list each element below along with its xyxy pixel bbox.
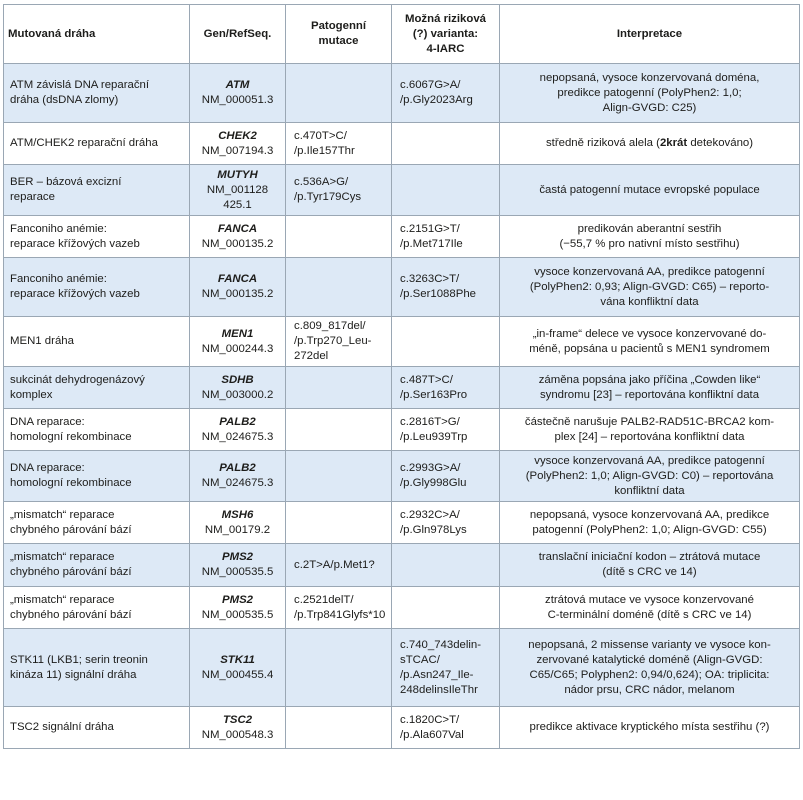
cell-interpretation: [500, 502, 800, 544]
interpretation-text: translační iniciační kodon – ztrátová mutace (dítě s CRC ve 14): [538, 551, 761, 578]
interpretation-text: částečně narušuje PALB2-RAD51C-BRCA2 kom- plex [24] – reportována konfliktní data: [524, 415, 775, 443]
cell-pathogenic: c.2T>A/p.Met1?: [286, 544, 392, 587]
cell-variant: c.2151G>T/ /p.Met717Ile: [392, 216, 500, 258]
cell-gene: [190, 587, 286, 629]
cell-gene: [190, 216, 286, 258]
interpretation-text: středně riziková alela (: [545, 137, 660, 149]
cell-pathway: BER – bázová excizní reparace: [4, 165, 190, 216]
gene-name: FANCA: [217, 273, 258, 285]
cell-variant: c.2993G>A/ /p.Gly998Glu: [392, 451, 500, 502]
cell-pathogenic: c.2521delT/ /p.Trp841Glyfs*10: [286, 587, 392, 629]
header-gene: Gen/RefSeq.: [190, 5, 286, 64]
refseq-id: NM_000135.2: [201, 288, 274, 300]
gene-name: PALB2: [219, 415, 256, 428]
refseq-id: NM_000244.3: [201, 342, 274, 355]
cell-pathway: TSC2 signální dráha: [4, 707, 190, 749]
cell-variant: c.3263C>T/ /p.Ser1088Phe: [392, 258, 500, 317]
refseq-id: NM_024675.3: [201, 477, 274, 489]
refseq-id: NM_000135.2: [201, 237, 274, 250]
cell-interpretation: [500, 64, 800, 123]
gene-name: ATM: [225, 79, 250, 91]
cell-interpretation: [500, 216, 800, 258]
interpretation-text: častá patogenní mutace evropské populace: [539, 183, 760, 196]
cell-gene: [190, 707, 286, 749]
cell-interpretation: [500, 123, 800, 165]
cell-pathogenic: [286, 64, 392, 123]
table-row: [4, 409, 800, 451]
cell-gene: [190, 258, 286, 317]
table-row: [4, 317, 800, 367]
refseq-id: NM_000535.5: [201, 608, 274, 621]
cell-gene: [190, 165, 286, 216]
cell-gene: [190, 502, 286, 544]
gene-name: SDHB: [221, 373, 254, 386]
table-row: [4, 629, 800, 707]
cell-variant: c.740_743delin- sTCAC/ /p.Asn247_Ile- 248delinsIleThr: [392, 629, 500, 707]
interpretation-text: „in-frame“ delece ve vysoce konzervované do- méně, popsána u pacientů s MEN1 syndromem: [529, 327, 770, 355]
cell-gene: [190, 367, 286, 409]
cell-pathogenic: [286, 502, 392, 544]
cell-gene: [190, 544, 286, 587]
table-row: [4, 123, 800, 165]
interpretation-text: nepopsaná, vysoce konzervovaná AA, predikce patogenní (PolyPhen2: 1,0; Align-GVGD: C55): [529, 508, 770, 536]
header-variant: Možná riziková (?) varianta: 4-IARC: [392, 5, 500, 64]
interpretation-text: ztrátová mutace ve vysoce konzervované C-terminální doméně (dítě s CRC ve 14): [545, 593, 754, 621]
cell-variant: c.487T>C/ /p.Ser163Pro: [392, 367, 500, 409]
interpretation-text: vysoce konzervovaná AA, predikce patogenní (PolyPhen2: 1,0; Align-GVGD: C0) – reportována konfliktní data: [525, 454, 774, 497]
cell-pathogenic: [286, 258, 392, 317]
header-interpretation: Interpretace: [500, 5, 800, 64]
refseq-id: NM_003000.2: [201, 388, 274, 401]
gene-name: FANCA: [217, 222, 258, 235]
interpretation-text: nepopsaná, 2 missense varianty ve vysoce kon- zervované katalytické doméně (Align-GVGD: C65/C65; Polyphen2: 0,94/0,624); OA: triplicita: nádor prsu, CRC nádor, melanom: [528, 638, 771, 696]
table-row: [4, 707, 800, 749]
cell-pathway: „mismatch“ reparace chybného párování bází: [4, 587, 190, 629]
table-row: [4, 216, 800, 258]
cell-interpretation: [500, 367, 800, 409]
refseq-id: NM_00179.2: [204, 523, 271, 536]
interpretation-text: predikce aktivace kryptického místa sestřihu (?): [529, 721, 770, 733]
cell-pathway: Fanconiho anémie: reparace křížových vazeb: [4, 258, 190, 317]
cell-interpretation: [500, 409, 800, 451]
cell-variant: [392, 587, 500, 629]
cell-gene: [190, 451, 286, 502]
header-pathogenic-label: Patogenní mutace: [310, 20, 367, 47]
cell-pathogenic: c.470T>C/ /p.Ile157Thr: [286, 123, 392, 165]
gene-name: PMS2: [221, 593, 254, 606]
table-row: [4, 64, 800, 123]
interpretation-text: vysoce konzervovaná AA, predikce patogenní (PolyPhen2: 0,93; Align-GVGD: C65) – reporto- vána konfliktní data: [529, 265, 770, 308]
header-pathway: Mutovaná dráha: [4, 5, 190, 64]
gene-name: MSH6: [221, 508, 254, 521]
gene-name: MEN1: [221, 327, 254, 340]
cell-pathogenic: [286, 707, 392, 749]
table-header-row: [4, 5, 800, 64]
cell-pathogenic: [286, 367, 392, 409]
cell-variant: [392, 123, 500, 165]
table-row: [4, 165, 800, 216]
refseq-id: NM_000535.5: [201, 566, 274, 578]
interpretation-text: predikován aberantní sestřih (−55,7 % pro nativní místo sestřihu): [559, 222, 740, 250]
refseq-id: NM_000548.3: [201, 728, 274, 741]
interpretation-text-end: detekováno): [687, 137, 754, 149]
gene-name: STK11: [220, 653, 255, 666]
cell-gene: [190, 123, 286, 165]
gene-name: MUTYH: [217, 168, 258, 181]
cell-variant: [392, 165, 500, 216]
cell-pathway: „mismatch“ reparace chybného párování bází: [4, 502, 190, 544]
table-row: [4, 544, 800, 587]
table-row: [4, 587, 800, 629]
cell-gene: [190, 64, 286, 123]
cell-interpretation: [500, 629, 800, 707]
gene-name: CHEK2: [218, 129, 257, 142]
cell-interpretation: [500, 451, 800, 502]
refseq-id: NM_000455.4: [201, 668, 274, 681]
cell-pathway: DNA reparace: homologní rekombinace: [4, 409, 190, 451]
cell-variant: [392, 544, 500, 587]
cell-pathogenic: [286, 629, 392, 707]
cell-pathway: DNA reparace: homologní rekombinace: [4, 451, 190, 502]
cell-pathogenic: c.809_817del/ /p.Trp270_Leu- 272del: [286, 317, 392, 367]
cell-pathway: ATM/CHEK2 reparační dráha: [4, 123, 190, 165]
cell-pathway: „mismatch“ reparace chybného párování bází: [4, 544, 190, 587]
interpretation-bold: 2krát: [659, 137, 688, 149]
cell-gene: [190, 409, 286, 451]
cell-interpretation: [500, 165, 800, 216]
cell-interpretation: [500, 258, 800, 317]
cell-pathway: Fanconiho anémie: reparace křížových vazeb: [4, 216, 190, 258]
cell-variant: c.6067G>A/ /p.Gly2023Arg: [392, 64, 500, 123]
cell-gene: [190, 317, 286, 367]
gene-name: PALB2: [219, 462, 256, 474]
mutation-table: [3, 4, 800, 749]
cell-pathogenic: [286, 409, 392, 451]
refseq-id: NM_000051.3: [201, 94, 274, 106]
cell-pathway: MEN1 dráha: [4, 317, 190, 367]
cell-interpretation: [500, 587, 800, 629]
cell-interpretation: [500, 707, 800, 749]
cell-variant: c.1820C>T/ /p.Ala607Val: [392, 707, 500, 749]
table-row: [4, 502, 800, 544]
cell-pathogenic: [286, 216, 392, 258]
refseq-id: NM_007194.3: [201, 144, 274, 157]
cell-pathogenic: c.536A>G/ /p.Tyr179Cys: [286, 165, 392, 216]
cell-variant: c.2932C>A/ /p.Gln978Lys: [392, 502, 500, 544]
gene-name: TSC2: [222, 713, 253, 726]
refseq-id: NM_001128 425.1: [206, 183, 269, 211]
table-row: [4, 367, 800, 409]
cell-interpretation: [500, 317, 800, 367]
cell-variant: [392, 317, 500, 367]
table-row: [4, 451, 800, 502]
cell-interpretation: [500, 544, 800, 587]
header-pathogenic: [286, 5, 392, 64]
cell-variant: c.2816T>G/ /p.Leu939Trp: [392, 409, 500, 451]
cell-pathway: STK11 (LKB1; serin treonin kináza 11) signální dráha: [4, 629, 190, 707]
table-row: [4, 258, 800, 317]
interpretation-text: nepopsaná, vysoce konzervovaná doména, predikce patogenní (PolyPhen2: 1,0; Align-GVGD: C25): [539, 71, 760, 114]
refseq-id: NM_024675.3: [201, 430, 274, 443]
cell-pathogenic: [286, 451, 392, 502]
cell-gene: [190, 629, 286, 707]
cell-pathway: sukcinát dehydrogenázový komplex: [4, 367, 190, 409]
gene-name: PMS2: [221, 551, 254, 563]
interpretation-text: záměna popsána jako příčina „Cowden like“ syndromu [23] – reportována konfliktní data: [538, 373, 761, 401]
cell-pathway: ATM závislá DNA reparační dráha (dsDNA zlomy): [4, 64, 190, 123]
